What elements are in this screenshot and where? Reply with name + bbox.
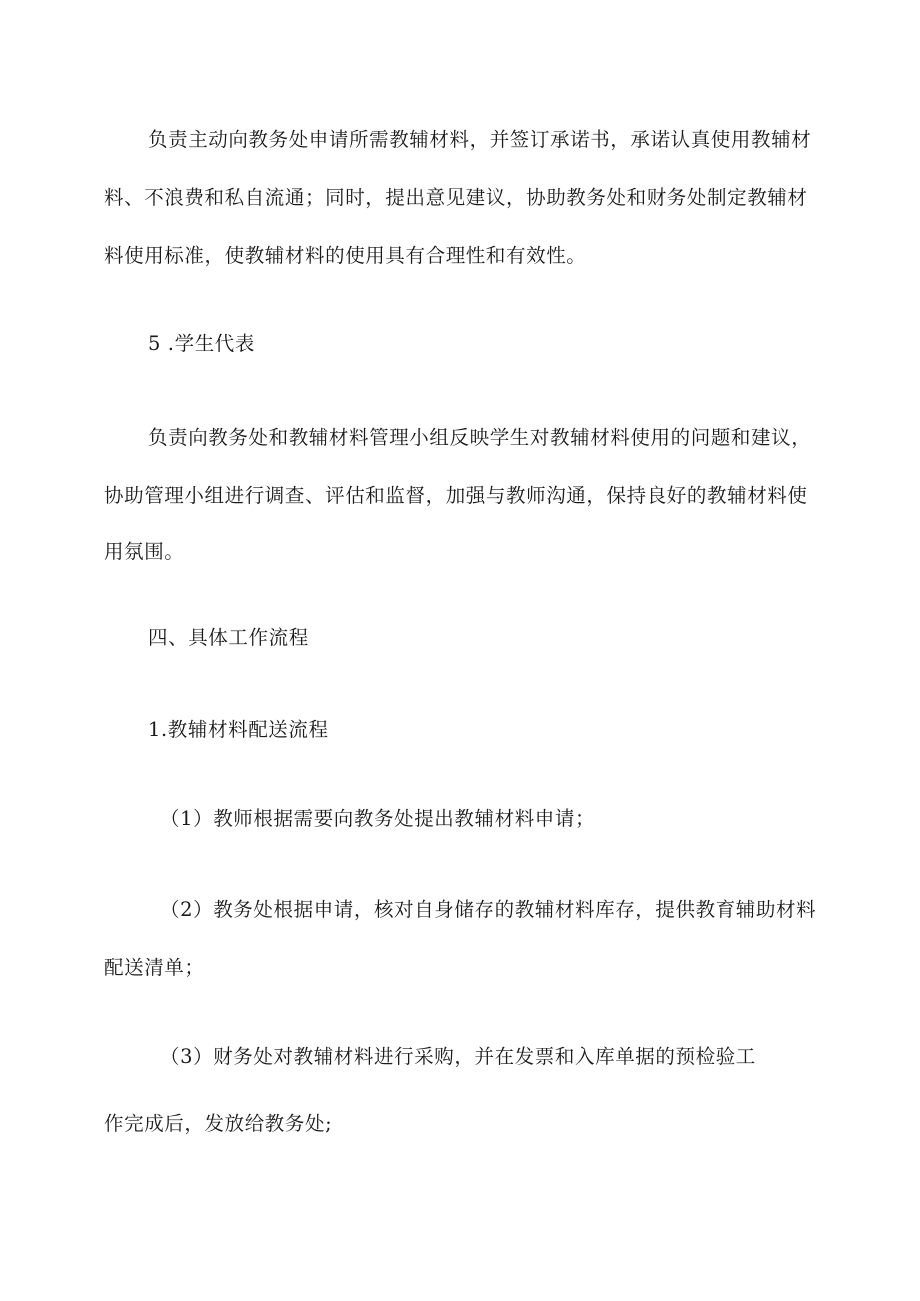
paragraph-line: 协助管理小组进行调查、评估和监督，加强与教师沟通，保持良好的教辅材料使 <box>104 484 808 507</box>
paragraph-line: 负责向教务处和教辅材料管理小组反映学生对教辅材料使用的问题和建议， <box>148 426 812 449</box>
paragraph-line: 料使用标准，使教辅材料的使用具有合理性和有效性。 <box>104 244 587 267</box>
paragraph-line: 用氛围。 <box>104 540 185 563</box>
heading-student-representative: 5 .学生代表 <box>148 332 256 355</box>
paragraph-line: 负责主动向教务处申请所需教辅材料，并签订承诺书，承诺认真使用教辅材 <box>148 128 812 151</box>
subsection-title: 1.教辅材料配送流程 <box>148 718 329 741</box>
step-3-line: 作完成后，发放给教务处; <box>104 1112 333 1135</box>
step-1-line: （1）教师根据需要向教务处提出教辅材料申请； <box>160 807 596 830</box>
paragraph-line: 料、不浪费和私自流通；同时，提出意见建议，协助教务处和财务处制定教辅材 <box>104 186 808 209</box>
step-3-line: （3）财务处对教辅材料进行采购，并在发票和入库单据的预检验工 <box>160 1045 756 1068</box>
step-2-line: （2）教务处根据申请，核对自身储存的教辅材料库存，提供教育辅助材料 <box>160 898 817 921</box>
step-2-line: 配送清单； <box>104 956 205 979</box>
section-title: 四、具体工作流程 <box>148 626 309 649</box>
